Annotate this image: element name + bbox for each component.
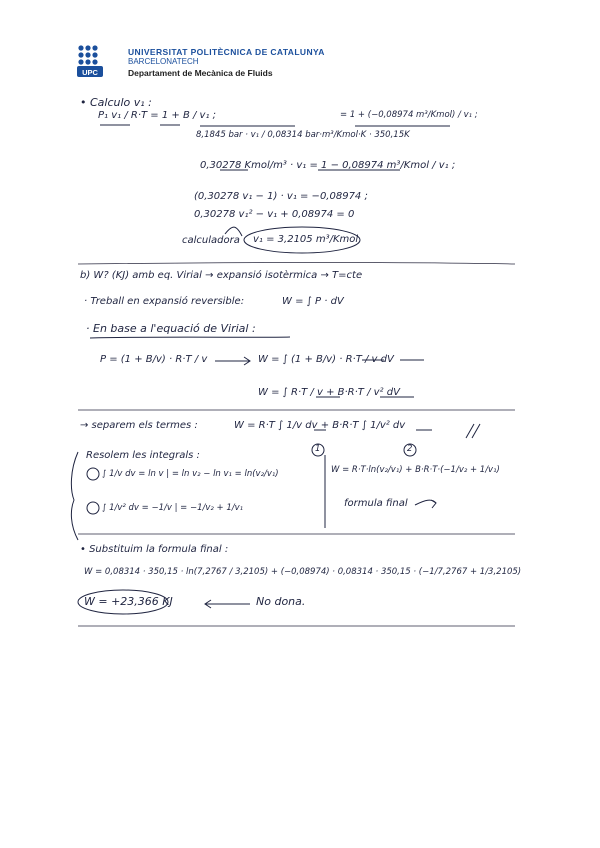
eq2: 0,30278 Kmol/m³ · v₁ = 1 − 0,08974 m³/Kmol / v₁ ;: [200, 160, 456, 171]
substitution: W = 0,08314 · 350,15 · ln(7,2767 / 3,2105) + (−0,08974) · 0,08314 · 350,15 · (−1/7,2767 + 1/3,2105): [84, 567, 522, 577]
header-text: [128, 47, 325, 79]
substitute-label: • Substituim la formula final :: [80, 544, 229, 555]
eq1-left: P₁ v₁ / R·T = 1 + B / v₁ ;: [98, 110, 217, 121]
work-label: · Treball en expansió reversible:: [84, 296, 245, 307]
integral-1: ∫ 1/v dv = ln v | = ln v₂ − ln v₁ = ln(v₂/v₁): [102, 469, 279, 479]
separate-label: → separem els termes :: [80, 420, 198, 431]
work-formula-2: W = ∫ R·T / v + B·R·T / v² dV: [258, 387, 400, 398]
eq4: 0,30278 v₁² − v₁ + 0,08974 = 0: [194, 209, 355, 220]
eq1-right: = 1 + (−0,08974 m³/Kmol) / v₁ ;: [340, 110, 478, 120]
eq1-middle: 8,1845 bar · v₁ / 0,08314 bar·m³/Kmol·K · 350,15K: [196, 130, 410, 140]
final-result: W = +23,366 KJ: [84, 595, 173, 608]
final-formula-label: formula final: [344, 498, 408, 509]
virial-label: · En base a l'equació de Virial :: [86, 322, 256, 335]
upc-logo: [76, 44, 122, 78]
work-formula: W = ∫ P · dV: [282, 296, 344, 307]
work-formula-1: W = ∫ (1 + B/v) · R·T / v dV: [258, 354, 394, 365]
part-b-heading: b) W? (KJ) amb eq. Virial → expansió isotèrmica → T=cte: [80, 270, 363, 281]
part-a-heading: • Calculo v₁ :: [80, 96, 152, 109]
integral-2: ∫ 1/v² dv = −1/v | = −1/v₂ + 1/v₁: [102, 503, 244, 513]
work-separated: W = R·T ∫ 1/v dv + B·R·T ∫ 1/v² dv: [234, 420, 406, 431]
pressure-formula: P = (1 + B/v) · R·T / v: [100, 354, 208, 365]
university-name: UNIVERSITAT POLITÈCNICA DE CATALUNYA: [128, 47, 325, 57]
university-city: BARCELONATECH: [128, 57, 199, 66]
v1-result: v₁ = 3,2105 m³/Kmol: [253, 234, 359, 245]
note-no-dona: No dona.: [256, 595, 306, 608]
department-name: Departament de Mecànica de Fluids: [128, 68, 273, 78]
marker-1: 1: [315, 444, 321, 454]
eq3: (0,30278 v₁ − 1) · v₁ = −0,08974 ;: [194, 191, 368, 202]
solve-label: Resolem les integrals :: [86, 450, 200, 461]
marker-2: 2: [407, 444, 413, 454]
final-formula: W = R·T·ln(v₂/v₁) + B·R·T·(−1/v₂ + 1/v₁): [331, 465, 500, 475]
calculator-label: calculadora: [182, 235, 240, 246]
logo-text: UPC: [82, 68, 98, 77]
